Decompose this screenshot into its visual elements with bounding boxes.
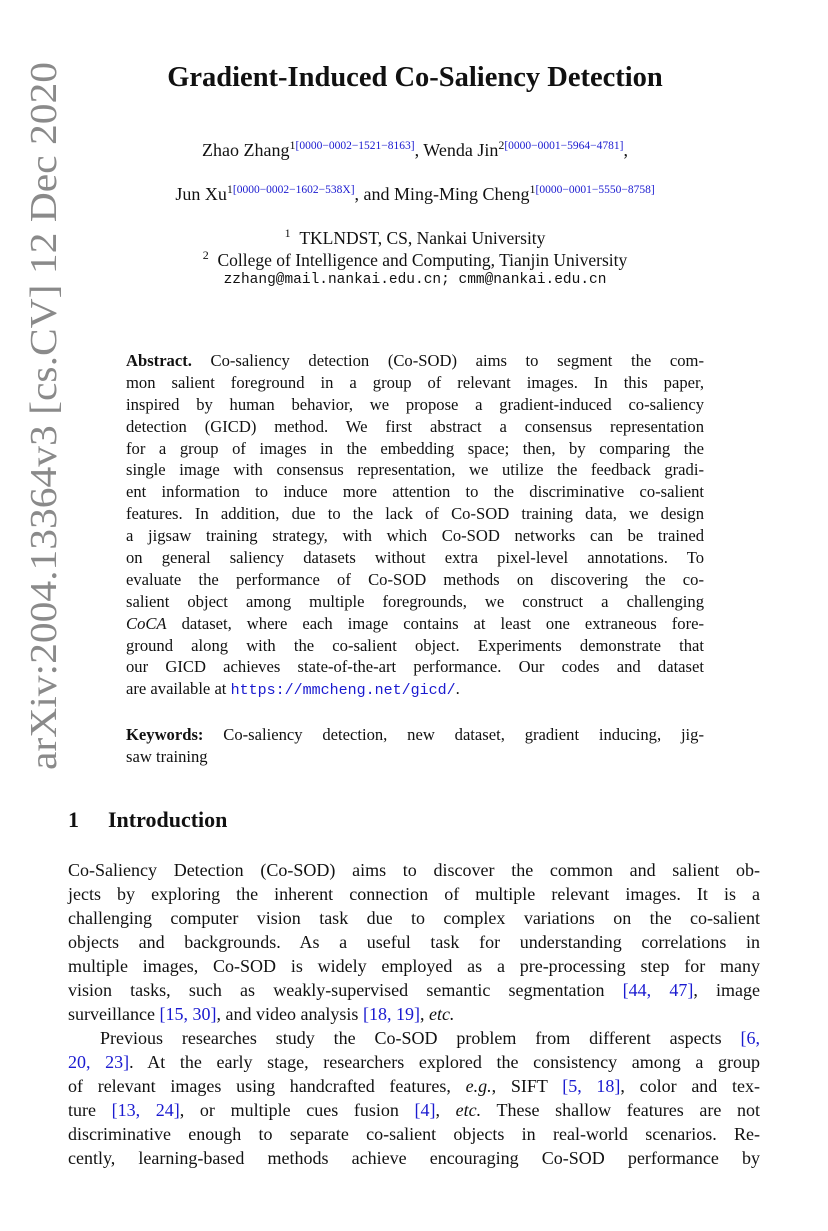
body-text: , [419, 1004, 429, 1024]
citation-link[interactable]: [44, 47] [622, 980, 694, 1000]
citation-link[interactable]: [18, 19] [362, 1004, 420, 1024]
author-sup: 2 [498, 138, 505, 152]
orcid-link[interactable]: [0000−0001−5964−4781] [504, 140, 624, 152]
section-title: Introduction [108, 807, 228, 832]
body-line: multiple images, Co-SOD is widely employed as a pre-processing step for many [68, 956, 760, 976]
orcid-link[interactable]: [0000−0001−5550−8758] [535, 184, 655, 196]
body-line: objects and backgrounds. As a useful task for understanding correlations in [68, 932, 760, 952]
author-name: , Wenda Jin [414, 140, 499, 160]
abstract-line: for a group of images in the embedding space; then, by comparing the [126, 438, 704, 458]
abstract-line: detection (GICD) method. We first abstract a consensus representation [126, 416, 704, 436]
citation-link[interactable]: [13, 24] [111, 1100, 180, 1120]
author-punct: , [623, 140, 628, 160]
body-line: discriminative enough to separate co-salient objects in real-world scenarios. Re- [68, 1124, 760, 1144]
orcid-link[interactable]: [0000−0002−1521−8163] [295, 140, 415, 152]
abstract-line: Co-saliency detection (Co-SOD) aims to segment the com- [191, 351, 704, 370]
abstract-line: are available at [126, 679, 231, 699]
body-line: cently, learning-based methods achieve encouraging Co-SOD performance by [68, 1148, 760, 1168]
body-text: , color and tex- [620, 1076, 761, 1096]
author-sup: 1 [289, 138, 296, 152]
keywords-text: saw training [126, 746, 208, 766]
body-text: , and video analysis [216, 1004, 363, 1024]
author-line-1 [60, 138, 770, 161]
keywords-text: Co-saliency detection, new dataset, gradient inducing, jig- [203, 725, 704, 744]
author-name: Jun Xu [175, 184, 227, 204]
body-text: ture [68, 1100, 112, 1120]
author-name: Zhao Zhang [202, 140, 290, 160]
body-line: jects by exploring the inherent connection of multiple relevant images. It is a [68, 884, 760, 904]
author-sup: 1 [529, 182, 536, 196]
abstract-line: inspired by human behavior, we propose a gradient-induced co-saliency [126, 394, 704, 414]
email-line: zzhang@mail.nankai.edu.cn; cmm@nankai.edu.cn [223, 272, 607, 288]
body-text: , or multiple cues fusion [179, 1100, 415, 1120]
body-text: These shallow features are not [481, 1100, 760, 1120]
abstract-label: Abstract. [126, 351, 192, 370]
abstract-line: a jigsaw training strategy, with which Co-SOD networks can be trained [126, 526, 704, 546]
abstract-line: ent information to induce more attention to the discriminative co-salient [126, 482, 704, 502]
affiliation-1 [60, 226, 770, 249]
abstract-line: features. In addition, due to the lack of Co-SOD training data, we design [126, 504, 704, 524]
body-text: etc. [455, 1100, 482, 1120]
body-text: , [435, 1100, 456, 1120]
orcid-link[interactable]: [0000−0002−1602−538X] [232, 184, 355, 196]
code-url-link[interactable]: https://mmcheng.net/gicd/ [230, 682, 456, 700]
author-line-2 [60, 182, 770, 205]
citation-link[interactable]: [15, 30] [159, 1004, 217, 1024]
abstract-line: ground along with the co-salient object. Experiments demonstrate that [126, 635, 704, 655]
body-text: of relevant images using handcrafted features, [68, 1076, 466, 1096]
body-text: , SIFT [491, 1076, 563, 1096]
body-line: challenging computer vision task due to complex variations on the co-salient [68, 908, 760, 928]
citation-link[interactable]: 20, 23] [68, 1052, 130, 1072]
body-text: Previous researches study the Co-SOD problem from different aspects [100, 1028, 741, 1048]
body-text: etc. [428, 1004, 455, 1024]
arxiv-stamp [20, 58, 66, 770]
affiliation-text: College of Intelligence and Computing, Tianjin University [217, 250, 628, 270]
intro-body [68, 858, 760, 1170]
keywords-label: Keywords: [126, 725, 204, 744]
body-text: . At the early stage, researchers explored the consistency among a group [129, 1052, 760, 1072]
affiliation-num: 1 [284, 226, 291, 240]
paper-title: Gradient-Induced Co-Saliency Detection [167, 62, 663, 93]
affiliation-2 [60, 248, 770, 271]
citation-link[interactable]: [4] [414, 1100, 436, 1120]
arxiv-stamp-text: arXiv:2004.13364v3 [cs.CV] 12 Dec 2020 [23, 121, 65, 770]
author-sup: 1 [226, 182, 233, 196]
citation-link[interactable]: [5, 18] [562, 1076, 621, 1096]
body-text: , image [693, 980, 760, 1000]
section-heading [68, 807, 227, 833]
abstract-line: evaluate the performance of Co-SOD methods on discovering the co- [126, 569, 704, 589]
dataset-name: CoCA [126, 613, 167, 633]
abstract-line: mon salient foreground in a group of relevant images. In this paper, [126, 372, 704, 392]
abstract-line: . [455, 679, 460, 699]
abstract-line: our GICD achieves state-of-the-art performance. Our codes and dataset [126, 657, 704, 677]
body-text: surveillance [68, 1004, 160, 1024]
affiliation-text: TKLNDST, CS, Nankai University [299, 228, 546, 248]
author-name: , and Ming-Ming Cheng [354, 184, 530, 204]
section-number: 1 [68, 807, 79, 832]
keywords [126, 724, 704, 768]
abstract-line: salient object among multiple foregrounds, we construct a challenging [126, 591, 704, 611]
abstract-line: dataset, where each image contains at least one extraneous fore- [166, 613, 704, 633]
body-line: Co-Saliency Detection (Co-SOD) aims to discover the common and salient ob- [68, 860, 760, 880]
abstract [126, 350, 704, 700]
abstract-line: on general saliency datasets without extra pixel-level annotations. To [126, 548, 704, 568]
abstract-line: single image with consensus representation, we utilize the feedback gradi- [126, 460, 704, 480]
citation-link[interactable]: [6, [740, 1028, 760, 1048]
affiliation-num: 2 [202, 248, 209, 262]
body-text: vision tasks, such as weakly-supervised semantic segmentation [68, 980, 623, 1000]
body-text: e.g. [465, 1076, 492, 1096]
